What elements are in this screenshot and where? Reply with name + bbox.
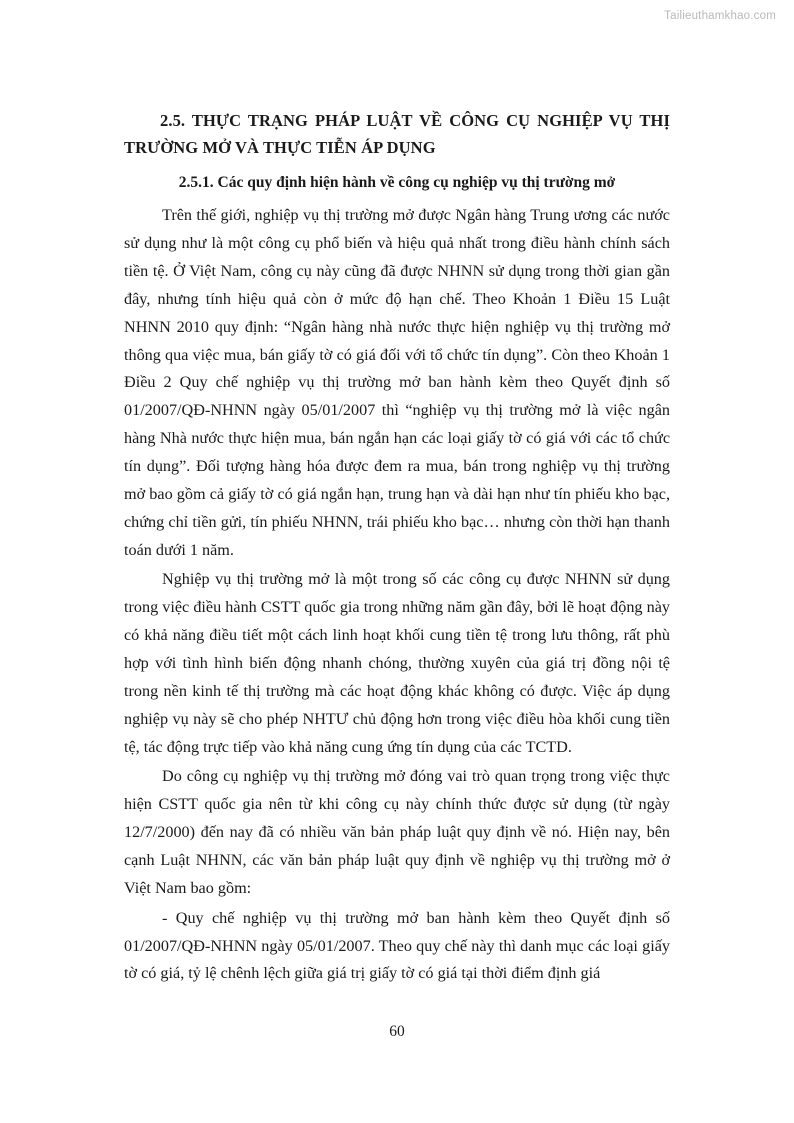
subsection-heading: 2.5.1. Các quy định hiện hành về công cụ nghiệp vụ thị trường mở <box>178 174 616 192</box>
page-number: 60 <box>389 1023 405 1040</box>
paragraph-3: Do công cụ nghiệp vụ thị trường mở đóng vai trò quan trọng trong việc thực hiện CSTT quốc gia nên từ khi công cụ này chính thức được sử dụng (từ ngày 12/7/2000) đến nay đã có nhiều văn bản pháp luật quy định về nó. Hiện nay, bên cạnh Luật NHNN, các văn bản pháp luật quy định về nghiệp vụ thị trường mở ở Việt Nam bao gồm: <box>124 767 670 897</box>
watermark-text: Tailieuthamkhao.com <box>664 10 776 22</box>
paragraph-1: Trên thế giới, nghiệp vụ thị trường mở được Ngân hàng Trung ương các nước sử dụng như là một công cụ phổ biến và hiệu quả nhất trong điều hành chính sách tiền tệ. Ở Việt Nam, công cụ này cũng đã được NHNN sử dụng trong thời gian gần đây, nhưng tính hiệu quả còn ở mức độ hạn chế. Theo Khoản 1 Điều 15 Luật NHNN 2010 quy định: “Ngân hàng nhà nước thực hiện nghiệp vụ thị trường mở thông qua việc mua, bán giấy tờ có giá đối với tổ chức tín dụng”. Còn theo Khoản 1 Điều 2 Quy chế nghiệp vụ thị trường mở ban hành kèm theo Quyết định số 01/2007/QĐ-NHNN ngày 05/01/2007 thì “nghiệp vụ thị trường mở là việc ngân hàng Nhà nước thực hiện mua, bán ngắn hạn các loại giấy tờ có giá với các tổ chức tín dụng”. Đối tượng hàng hóa được đem ra mua, bán trong nghiệp vụ thị trường mở bao gồm cả giấy tờ có giá ngắn hạn, trung hạn và dài hạn như tín phiếu kho bạc, chứng chỉ tiền gửi, tín phiếu NHNN, trái phiếu kho bạc… nhưng còn thời hạn thanh toán dưới 1 năm. <box>124 206 670 559</box>
paragraph-4: - Quy chế nghiệp vụ thị trường mở ban hành kèm theo Quyết định số 01/2007/QĐ-NHNN ngày 05/01/2007. Theo quy chế này thì danh mục các loại giấy tờ có giá, tỷ lệ chênh lệch giữa giá trị giấy tờ có giá tại thời điểm định giá <box>124 908 670 983</box>
section-heading: 2.5. THỰC TRẠNG PHÁP LUẬT VỀ CÔNG CỤ NGHIỆP VỤ THỊ TRƯỜNG MỞ VÀ THỰC TIỄN ÁP DỤNG <box>124 111 670 157</box>
document-content <box>124 108 670 990</box>
paragraph-2: Nghiệp vụ thị trường mở là một trong số các công cụ được NHNN sử dụng trong việc điều hành CSTT quốc gia trong những năm gần đây, bởi lẽ hoạt động này có khả năng điều tiết một cách linh hoạt khối cung tiền tệ trong lưu thông, rất phù hợp với tình hình biến động nhanh chóng, thường xuyên của giá trị đồng nội tệ trong nền kinh tế thị trường mà các hoạt động khác không có được. Việc áp dụng nghiệp vụ này sẽ cho phép NHTƯ chủ động hơn trong việc điều hòa khối cung tiền tệ, tác động trực tiếp vào khả năng cung ứng tín dụng của các TCTD. <box>124 570 670 756</box>
